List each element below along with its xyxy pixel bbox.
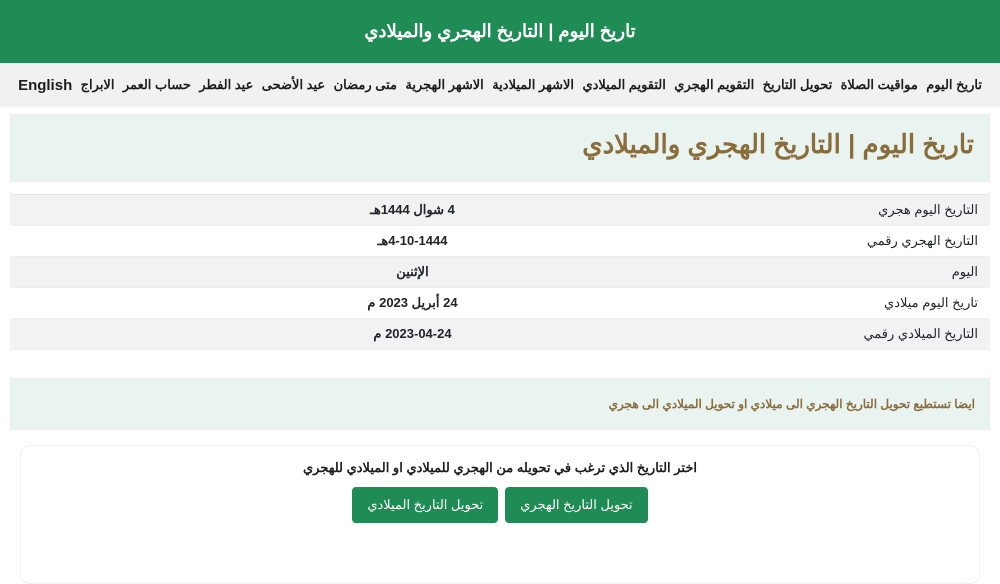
nav-item-prayer-times[interactable]: مواقيت الصلاة	[840, 77, 918, 92]
nav-item-english[interactable]: English	[18, 76, 73, 94]
info-row-gregorian-numeric	[10, 319, 990, 350]
nav-item-hijri-calendar[interactable]: التقويم الهجري	[674, 77, 755, 92]
nav-item-today-date[interactable]: تاريخ اليوم	[926, 77, 982, 92]
row-label: التاريخ الميلادي رقمي	[863, 326, 978, 341]
row-label: التاريخ الهجري رقمي	[866, 233, 978, 248]
row-value: 4 شوال 1444هـ	[370, 202, 455, 217]
site-title[interactable]: تاريخ اليوم | التاريخ الهجري والميلادي	[364, 21, 636, 41]
nav-item-date-converter[interactable]: تحويل التاريخ	[762, 77, 833, 92]
converter-instruction: اختر التاريخ الذي ترغب في تحويله من الهجري للميلادي او الميلادي للهجري	[302, 460, 698, 475]
convert-gregorian-button[interactable]: تحويل التاريخ الميلادي	[352, 487, 498, 523]
date-info-table	[10, 194, 990, 350]
nav-item-horoscope[interactable]: الابراج	[80, 77, 115, 92]
nav-item-hijri-months[interactable]: الاشهر الهجرية	[405, 77, 484, 92]
row-label: تاريخ اليوم ميلادي	[884, 295, 978, 310]
info-row-hijri-numeric	[10, 226, 990, 257]
info-row-hijri-date	[10, 195, 990, 226]
nav-item-gregorian-calendar[interactable]: التقويم الميلادي	[582, 77, 666, 92]
page-title: تاريخ اليوم | التاريخ الهجري والميلادي	[582, 129, 974, 159]
row-label: التاريخ اليوم هجري	[878, 202, 978, 217]
nav-item-gregorian-months[interactable]: الاشهر الميلادية	[492, 77, 575, 92]
row-label: اليوم	[951, 264, 978, 279]
nav-item-when-ramadan[interactable]: متى رمضان	[333, 77, 397, 92]
hero-section	[10, 114, 990, 182]
main-nav	[0, 63, 1000, 107]
nav-item-age-calculator[interactable]: حساب العمر	[122, 77, 191, 92]
conversion-note	[10, 378, 990, 430]
row-value: الإثنين	[396, 264, 429, 279]
convert-hijri-button[interactable]: تحويل التاريخ الهجري	[505, 487, 647, 523]
site-header	[0, 0, 1000, 63]
nav-item-eid-alfitr[interactable]: عيد الفطر	[199, 77, 254, 92]
info-row-gregorian-date	[10, 288, 990, 319]
converter-buttons	[31, 487, 969, 523]
row-value: 4-10-1444هـ	[377, 233, 448, 248]
info-row-weekday	[10, 257, 990, 288]
note-text: ايضا تستطيع تحويل التاريخ الهجري الى ميلادي او تحويل الميلادي الى هجري	[608, 397, 975, 411]
row-value: 24 أبريل 2023 م	[367, 295, 458, 310]
row-value: 2023-04-24 م	[373, 326, 452, 341]
nav-item-eid-aladha[interactable]: عيد الأضحى	[261, 77, 326, 92]
converter-card	[20, 445, 980, 584]
